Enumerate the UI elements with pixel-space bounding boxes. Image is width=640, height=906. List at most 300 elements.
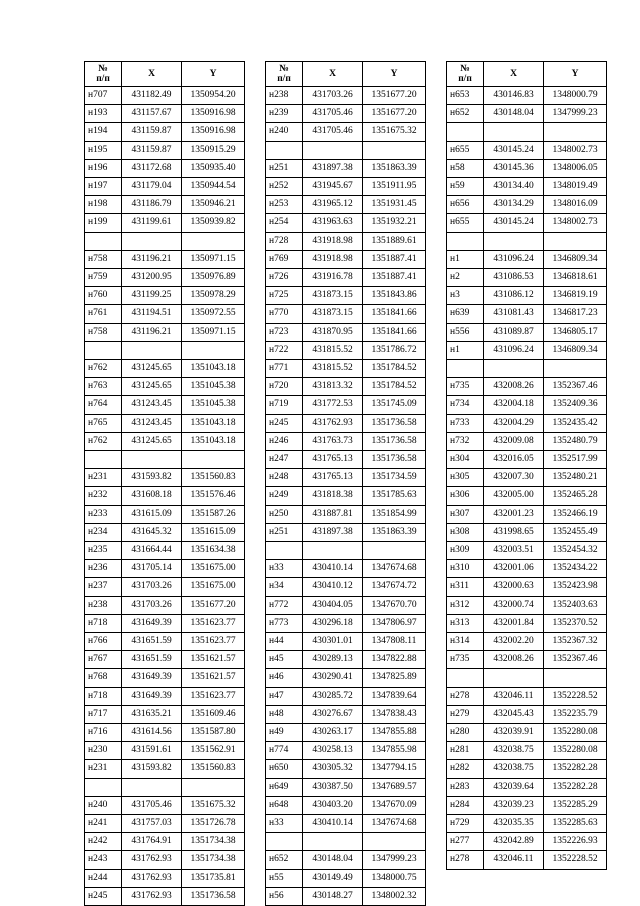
x-coordinate: 431757.03 [122, 815, 182, 833]
point-number: н245 [85, 887, 122, 905]
point-number: н55 [266, 869, 303, 887]
table-row [85, 869, 245, 887]
y-coordinate: 1350916.98 [182, 123, 245, 141]
x-coordinate: 431916.78 [303, 269, 363, 287]
x-coordinate: 431593.82 [122, 760, 182, 778]
table-row [447, 651, 607, 669]
y-coordinate: 1352466.19 [544, 505, 607, 523]
x-coordinate: 430148.04 [484, 105, 544, 123]
x-coordinate: 431664.44 [122, 542, 182, 560]
y-coordinate: 1351623.77 [182, 687, 245, 705]
table-row [266, 633, 426, 651]
table-row [447, 687, 607, 705]
table-row [85, 778, 245, 796]
x-coordinate: 431245.65 [122, 432, 182, 450]
point-number: н655 [447, 141, 484, 159]
x-coordinate [484, 123, 544, 141]
y-coordinate: 1351736.58 [182, 887, 245, 905]
table-row [85, 269, 245, 287]
y-coordinate: 1351887.41 [363, 250, 426, 268]
header-y: Y [544, 62, 607, 87]
coordinates-table-2 [265, 61, 426, 906]
table-row [447, 178, 607, 196]
y-coordinate: 1351675.00 [182, 560, 245, 578]
y-coordinate: 1352480.79 [544, 432, 607, 450]
y-coordinate: 1351726.78 [182, 815, 245, 833]
table-row [447, 432, 607, 450]
x-coordinate [484, 669, 544, 687]
point-number: н735 [447, 378, 484, 396]
y-coordinate: 1351736.58 [363, 451, 426, 469]
point-number: н1 [447, 341, 484, 359]
point-number: н729 [447, 815, 484, 833]
x-coordinate: 432008.26 [484, 651, 544, 669]
x-coordinate: 430134.40 [484, 178, 544, 196]
point-number: н245 [266, 414, 303, 432]
point-number: н650 [266, 760, 303, 778]
y-coordinate: 1347999.23 [544, 105, 607, 123]
table-row [266, 123, 426, 141]
y-coordinate: 1351675.00 [182, 578, 245, 596]
point-number: н761 [85, 305, 122, 323]
y-coordinate: 1352367.46 [544, 651, 607, 669]
table-row [447, 105, 607, 123]
coordinates-table-1 [84, 61, 245, 906]
point-number: н238 [85, 596, 122, 614]
table-row [85, 469, 245, 487]
table-row [447, 396, 607, 414]
table-header-row [447, 62, 607, 87]
x-coordinate: 432000.74 [484, 596, 544, 614]
table-row [85, 323, 245, 341]
x-coordinate: 431179.04 [122, 178, 182, 196]
table-row [85, 487, 245, 505]
point-number: н193 [85, 105, 122, 123]
x-coordinate: 431243.45 [122, 396, 182, 414]
y-coordinate: 1350971.15 [182, 323, 245, 341]
x-coordinate: 430410.14 [303, 560, 363, 578]
y-coordinate: 1351045.38 [182, 378, 245, 396]
x-coordinate: 432004.18 [484, 396, 544, 414]
table-row [85, 250, 245, 268]
point-number: н653 [447, 87, 484, 105]
header-x: X [484, 62, 544, 87]
table-row [447, 669, 607, 687]
y-coordinate: 1351931.45 [363, 196, 426, 214]
x-coordinate: 432046.11 [484, 851, 544, 869]
y-coordinate: 1348000.75 [363, 869, 426, 887]
point-number: н194 [85, 123, 122, 141]
y-coordinate: 1346819.19 [544, 287, 607, 305]
point-number: н233 [85, 505, 122, 523]
x-coordinate: 431645.32 [122, 523, 182, 541]
x-coordinate: 431703.26 [303, 87, 363, 105]
y-coordinate [363, 141, 426, 159]
point-number: н231 [85, 469, 122, 487]
y-coordinate: 1350915.29 [182, 141, 245, 159]
x-coordinate: 431194.51 [122, 305, 182, 323]
point-number: н306 [447, 487, 484, 505]
point-number: н1 [447, 250, 484, 268]
x-coordinate: 431245.65 [122, 378, 182, 396]
y-coordinate: 1352282.28 [544, 778, 607, 796]
y-coordinate: 1351043.18 [182, 414, 245, 432]
table-row [85, 578, 245, 596]
x-coordinate: 431873.15 [303, 287, 363, 305]
y-coordinate: 1351677.20 [363, 105, 426, 123]
x-coordinate: 431186.79 [122, 196, 182, 214]
table-row [85, 360, 245, 378]
table-row [85, 760, 245, 778]
y-coordinate: 1352455.49 [544, 523, 607, 541]
table-row [447, 578, 607, 596]
point-number: н45 [266, 651, 303, 669]
x-coordinate: 431196.21 [122, 323, 182, 341]
x-coordinate: 431918.98 [303, 250, 363, 268]
table-row [85, 196, 245, 214]
y-coordinate: 1348002.73 [544, 214, 607, 232]
point-number: н234 [85, 523, 122, 541]
x-coordinate: 431651.59 [122, 651, 182, 669]
y-coordinate: 1348000.79 [544, 87, 607, 105]
table-row [85, 669, 245, 687]
x-coordinate: 432000.63 [484, 578, 544, 596]
table-row [266, 487, 426, 505]
x-coordinate: 431089.87 [484, 323, 544, 341]
y-coordinate [363, 833, 426, 851]
table-row [447, 742, 607, 760]
point-number: н34 [266, 578, 303, 596]
y-coordinate: 1351621.57 [182, 651, 245, 669]
table-row [85, 542, 245, 560]
y-coordinate: 1347855.98 [363, 742, 426, 760]
y-coordinate [544, 669, 607, 687]
point-number: н758 [85, 323, 122, 341]
table-row [447, 778, 607, 796]
y-coordinate: 1350971.15 [182, 250, 245, 268]
point-number: н765 [85, 414, 122, 432]
point-number: н239 [266, 105, 303, 123]
point-number [447, 123, 484, 141]
y-coordinate: 1348016.09 [544, 196, 607, 214]
point-number: н196 [85, 159, 122, 177]
y-coordinate: 1351745.09 [363, 396, 426, 414]
table-row [266, 396, 426, 414]
y-coordinate: 1352228.52 [544, 687, 607, 705]
table-row [85, 305, 245, 323]
table-row [85, 523, 245, 541]
x-coordinate: 431159.87 [122, 141, 182, 159]
point-number [85, 341, 122, 359]
table-row [266, 214, 426, 232]
x-coordinate: 432046.11 [484, 687, 544, 705]
table-row [266, 432, 426, 450]
point-number: н311 [447, 578, 484, 596]
x-coordinate: 431945.67 [303, 178, 363, 196]
y-coordinate: 1350954.20 [182, 87, 245, 105]
point-number: н304 [447, 451, 484, 469]
table-row [266, 596, 426, 614]
table-row [266, 250, 426, 268]
y-coordinate: 1350976.89 [182, 269, 245, 287]
y-coordinate: 1351841.66 [363, 305, 426, 323]
point-number: н652 [447, 105, 484, 123]
y-coordinate: 1352235.79 [544, 705, 607, 723]
x-coordinate: 432045.43 [484, 705, 544, 723]
point-number: н639 [447, 305, 484, 323]
y-coordinate: 1347999.23 [363, 851, 426, 869]
point-number: н770 [266, 305, 303, 323]
point-number: н309 [447, 542, 484, 560]
y-coordinate: 1352435.42 [544, 414, 607, 432]
x-coordinate: 431593.82 [122, 469, 182, 487]
header-num: № п/п [447, 62, 484, 87]
point-number [447, 669, 484, 687]
table-row [447, 159, 607, 177]
y-coordinate: 1352280.08 [544, 724, 607, 742]
table-row [447, 232, 607, 250]
y-coordinate: 1350944.54 [182, 178, 245, 196]
table-row [85, 232, 245, 250]
table-row [85, 396, 245, 414]
point-number: н282 [447, 760, 484, 778]
x-coordinate: 430296.18 [303, 614, 363, 632]
y-coordinate: 1346805.17 [544, 323, 607, 341]
y-coordinate: 1351045.38 [182, 396, 245, 414]
y-coordinate: 1351932.21 [363, 214, 426, 232]
x-coordinate: 432003.51 [484, 542, 544, 560]
point-number: н199 [85, 214, 122, 232]
x-coordinate: 430145.36 [484, 159, 544, 177]
x-coordinate: 430276.67 [303, 705, 363, 723]
y-coordinate: 1352434.22 [544, 560, 607, 578]
point-number: н717 [85, 705, 122, 723]
y-coordinate: 1351736.58 [363, 432, 426, 450]
table-row [266, 451, 426, 469]
y-coordinate: 1352370.52 [544, 614, 607, 632]
point-number: н236 [85, 560, 122, 578]
table-row [266, 833, 426, 851]
point-number: н760 [85, 287, 122, 305]
table-row [266, 687, 426, 705]
point-number: н243 [85, 851, 122, 869]
y-coordinate: 1352517.99 [544, 451, 607, 469]
point-number: н235 [85, 542, 122, 560]
table-row [447, 305, 607, 323]
y-coordinate: 1351734.38 [182, 851, 245, 869]
point-number: н284 [447, 796, 484, 814]
x-coordinate: 432005.00 [484, 487, 544, 505]
y-coordinate: 1352367.46 [544, 378, 607, 396]
x-coordinate: 431772.53 [303, 396, 363, 414]
table-row [447, 451, 607, 469]
table-row [447, 469, 607, 487]
x-coordinate: 431172.68 [122, 159, 182, 177]
table-row [266, 724, 426, 742]
point-number: н278 [447, 851, 484, 869]
x-coordinate: 431635.21 [122, 705, 182, 723]
point-number: н716 [85, 724, 122, 742]
point-number: н652 [266, 851, 303, 869]
x-coordinate: 431199.61 [122, 214, 182, 232]
x-coordinate: 432039.64 [484, 778, 544, 796]
table-row [447, 360, 607, 378]
table-row [447, 323, 607, 341]
y-coordinate: 1347808.11 [363, 633, 426, 651]
table-row [85, 815, 245, 833]
y-coordinate: 1350978.29 [182, 287, 245, 305]
x-coordinate: 431649.39 [122, 687, 182, 705]
point-number: н237 [85, 578, 122, 596]
y-coordinate: 1351677.20 [182, 596, 245, 614]
point-number: н735 [447, 651, 484, 669]
x-coordinate: 432002.20 [484, 633, 544, 651]
table-row [266, 105, 426, 123]
point-number: н307 [447, 505, 484, 523]
x-coordinate: 432016.05 [484, 451, 544, 469]
x-coordinate: 430289.13 [303, 651, 363, 669]
x-coordinate: 430145.24 [484, 214, 544, 232]
point-number: н556 [447, 323, 484, 341]
header-x: X [122, 62, 182, 87]
table-row [85, 87, 245, 105]
point-number: н47 [266, 687, 303, 705]
table-row [266, 578, 426, 596]
point-number: н230 [85, 742, 122, 760]
table-header-row [85, 62, 245, 87]
y-coordinate: 1348019.49 [544, 178, 607, 196]
y-coordinate: 1347689.57 [363, 778, 426, 796]
x-coordinate: 430263.17 [303, 724, 363, 742]
y-coordinate: 1347855.88 [363, 724, 426, 742]
y-coordinate: 1352285.63 [544, 815, 607, 833]
y-coordinate: 1347806.97 [363, 614, 426, 632]
x-coordinate: 431086.12 [484, 287, 544, 305]
x-coordinate: 431182.49 [122, 87, 182, 105]
x-coordinate: 432001.06 [484, 560, 544, 578]
table-row [266, 742, 426, 760]
point-number: н720 [266, 378, 303, 396]
table-row [85, 141, 245, 159]
point-number [447, 360, 484, 378]
table-row [266, 669, 426, 687]
x-coordinate: 430410.14 [303, 815, 363, 833]
point-number: н251 [266, 523, 303, 541]
point-number: н253 [266, 196, 303, 214]
y-coordinate: 1347674.72 [363, 578, 426, 596]
y-coordinate: 1352423.98 [544, 578, 607, 596]
point-number: н728 [266, 232, 303, 250]
table-row [266, 178, 426, 196]
y-coordinate: 1350935.40 [182, 159, 245, 177]
x-coordinate: 431764.91 [122, 833, 182, 851]
y-coordinate: 1351841.66 [363, 323, 426, 341]
point-number [266, 141, 303, 159]
y-coordinate: 1352403.63 [544, 596, 607, 614]
table-row [85, 451, 245, 469]
y-coordinate [363, 542, 426, 560]
x-coordinate [303, 542, 363, 560]
point-number: н766 [85, 633, 122, 651]
y-coordinate: 1352454.32 [544, 542, 607, 560]
x-coordinate: 430258.13 [303, 742, 363, 760]
x-coordinate [484, 360, 544, 378]
point-number: н279 [447, 705, 484, 723]
point-number: н3 [447, 287, 484, 305]
point-number: н44 [266, 633, 303, 651]
x-coordinate: 432039.91 [484, 724, 544, 742]
point-number: н240 [266, 123, 303, 141]
point-number: н48 [266, 705, 303, 723]
point-number: н734 [447, 396, 484, 414]
y-coordinate: 1351675.32 [182, 796, 245, 814]
y-coordinate: 1351677.20 [363, 87, 426, 105]
table-row [85, 614, 245, 632]
point-number: н231 [85, 760, 122, 778]
table-row [266, 796, 426, 814]
table-row [447, 87, 607, 105]
y-coordinate: 1351854.99 [363, 505, 426, 523]
point-number: н59 [447, 178, 484, 196]
y-coordinate: 1351887.41 [363, 269, 426, 287]
x-coordinate: 431608.18 [122, 487, 182, 505]
table-row [266, 542, 426, 560]
y-coordinate: 1351736.58 [363, 414, 426, 432]
header-num: № п/п [266, 62, 303, 87]
y-coordinate: 1352285.29 [544, 796, 607, 814]
point-number: н248 [266, 469, 303, 487]
point-number: н762 [85, 360, 122, 378]
x-coordinate [122, 232, 182, 250]
x-coordinate: 432039.23 [484, 796, 544, 814]
point-number [85, 778, 122, 796]
y-coordinate: 1346809.34 [544, 250, 607, 268]
table-row [266, 341, 426, 359]
x-coordinate: 431081.43 [484, 305, 544, 323]
x-coordinate: 431703.26 [122, 596, 182, 614]
header-y: Y [363, 62, 426, 87]
table-row [85, 560, 245, 578]
y-coordinate: 1351911.95 [363, 178, 426, 196]
x-coordinate: 431649.39 [122, 614, 182, 632]
x-coordinate: 432042.89 [484, 833, 544, 851]
point-number: н722 [266, 341, 303, 359]
y-coordinate: 1351623.77 [182, 614, 245, 632]
point-number: н198 [85, 196, 122, 214]
y-coordinate: 1347674.68 [363, 560, 426, 578]
y-coordinate [182, 451, 245, 469]
table-row [447, 378, 607, 396]
header-x: X [303, 62, 363, 87]
point-number [266, 833, 303, 851]
y-coordinate: 1346817.23 [544, 305, 607, 323]
point-number: н249 [266, 487, 303, 505]
table-row [85, 505, 245, 523]
y-coordinate: 1351043.18 [182, 360, 245, 378]
table-row [85, 287, 245, 305]
y-coordinate: 1347674.68 [363, 815, 426, 833]
y-coordinate: 1351560.83 [182, 469, 245, 487]
point-number: н655 [447, 214, 484, 232]
point-number: н648 [266, 796, 303, 814]
y-coordinate: 1351587.26 [182, 505, 245, 523]
x-coordinate: 430149.49 [303, 869, 363, 887]
y-coordinate: 1347825.89 [363, 669, 426, 687]
table-row [85, 687, 245, 705]
x-coordinate: 431245.65 [122, 360, 182, 378]
header-y: Y [182, 62, 245, 87]
y-coordinate: 1351863.39 [363, 523, 426, 541]
